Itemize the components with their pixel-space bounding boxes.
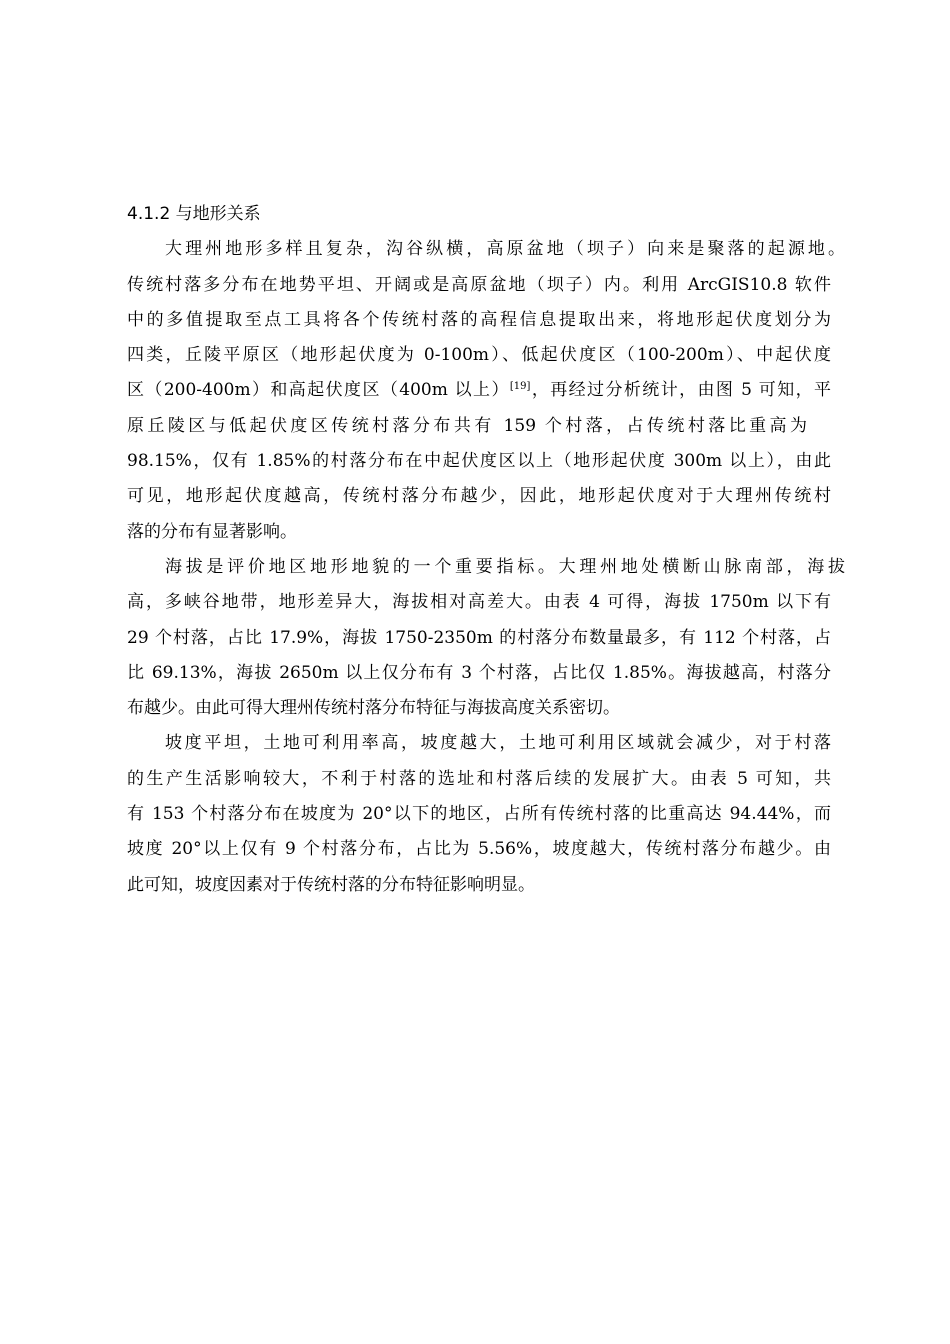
paragraph-terrain-relief — [127, 232, 845, 550]
text-line-with-citation — [127, 373, 831, 408]
text-line: 有 153 个村落分布在坡度为 20°以下的地区，占所有传统村落的比重高达 94.44%，而 — [127, 804, 831, 825]
text-line: 比 69.13%，海拔 2650m 以上仅分布有 3 个村落，占比仅 1.85%。海拔越高，村落分 — [127, 662, 831, 683]
text-line: 高，多峡谷地带，地形差异大，海拔相对高差大。由表 4 可得，海拔 1750m 以下有 — [127, 592, 831, 613]
text-line: 29 个村落，占比 17.9%，海拔 1750-2350m 的村落分布数量最多，有 112 个村落，占 — [127, 627, 831, 648]
text-line: 四类，丘陵平原区（地形起伏度为 0-100m）、低起伏度区（100-200m）、中起伏度 — [127, 345, 831, 366]
citation-reference: [19] — [509, 381, 531, 393]
text-line: 原丘陵区与低起伏度区传统村落分布共有 159 个村落，占传统村落比重高为 — [127, 415, 807, 436]
text-line: 此可知，坡度因素对于传统村落的分布特征影响明显。 — [127, 874, 535, 895]
paragraph-slope — [127, 726, 831, 902]
text-line: 落的分布有显著影响。 — [127, 521, 297, 542]
paragraph-elevation — [127, 550, 845, 726]
text-line: 布越少。由此可得大理州传统村落分布特征与海拔高度关系密切。 — [127, 698, 620, 719]
text-line: 海拔是评价地区地形地貌的一个重要指标。大理州地处横断山脉南部，海拔 — [165, 556, 845, 577]
text-line: 大理州地形多样且复杂，沟谷纵横，高原盆地（坝子）向来是聚落的起源地。 — [165, 239, 845, 260]
text-line: 中的多值提取至点工具将各个传统村落的高程信息提取出来，将地形起伏度划分为 — [127, 309, 831, 330]
text-segment: ，再经过分析统计，由图 5 可知，平 — [530, 380, 832, 401]
text-line: 的生产生活影响较大，不利于村落的选址和村落后续的发展扩大。由表 5 可知，共 — [127, 768, 831, 789]
text-line: 传统村落多分布在地势平坦、开阔或是高原盆地（坝子）内。利用 ArcGIS10.8 软件 — [127, 274, 831, 295]
document-body — [127, 197, 845, 903]
text-line: 98.15%，仅有 1.85%的村落分布在中起伏度区以上（地形起伏度 300m 以上），由此 — [127, 451, 831, 472]
text-line: 坡度 20°以上仅有 9 个村落分布，占比为 5.56%，坡度越大，传统村落分布越少。由 — [127, 839, 831, 860]
text-line: 坡度平坦，土地可利用率高，坡度越大，土地可利用区域就会减少，对于村落 — [165, 733, 831, 754]
text-line: 可见，地形起伏度越高，传统村落分布越少，因此，地形起伏度对于大理州传统村 — [127, 486, 831, 507]
section-heading: 4.1.2 与地形关系 — [127, 204, 261, 224]
text-segment: 区（200-400m）和高起伏度区（400m 以上） — [127, 380, 510, 401]
